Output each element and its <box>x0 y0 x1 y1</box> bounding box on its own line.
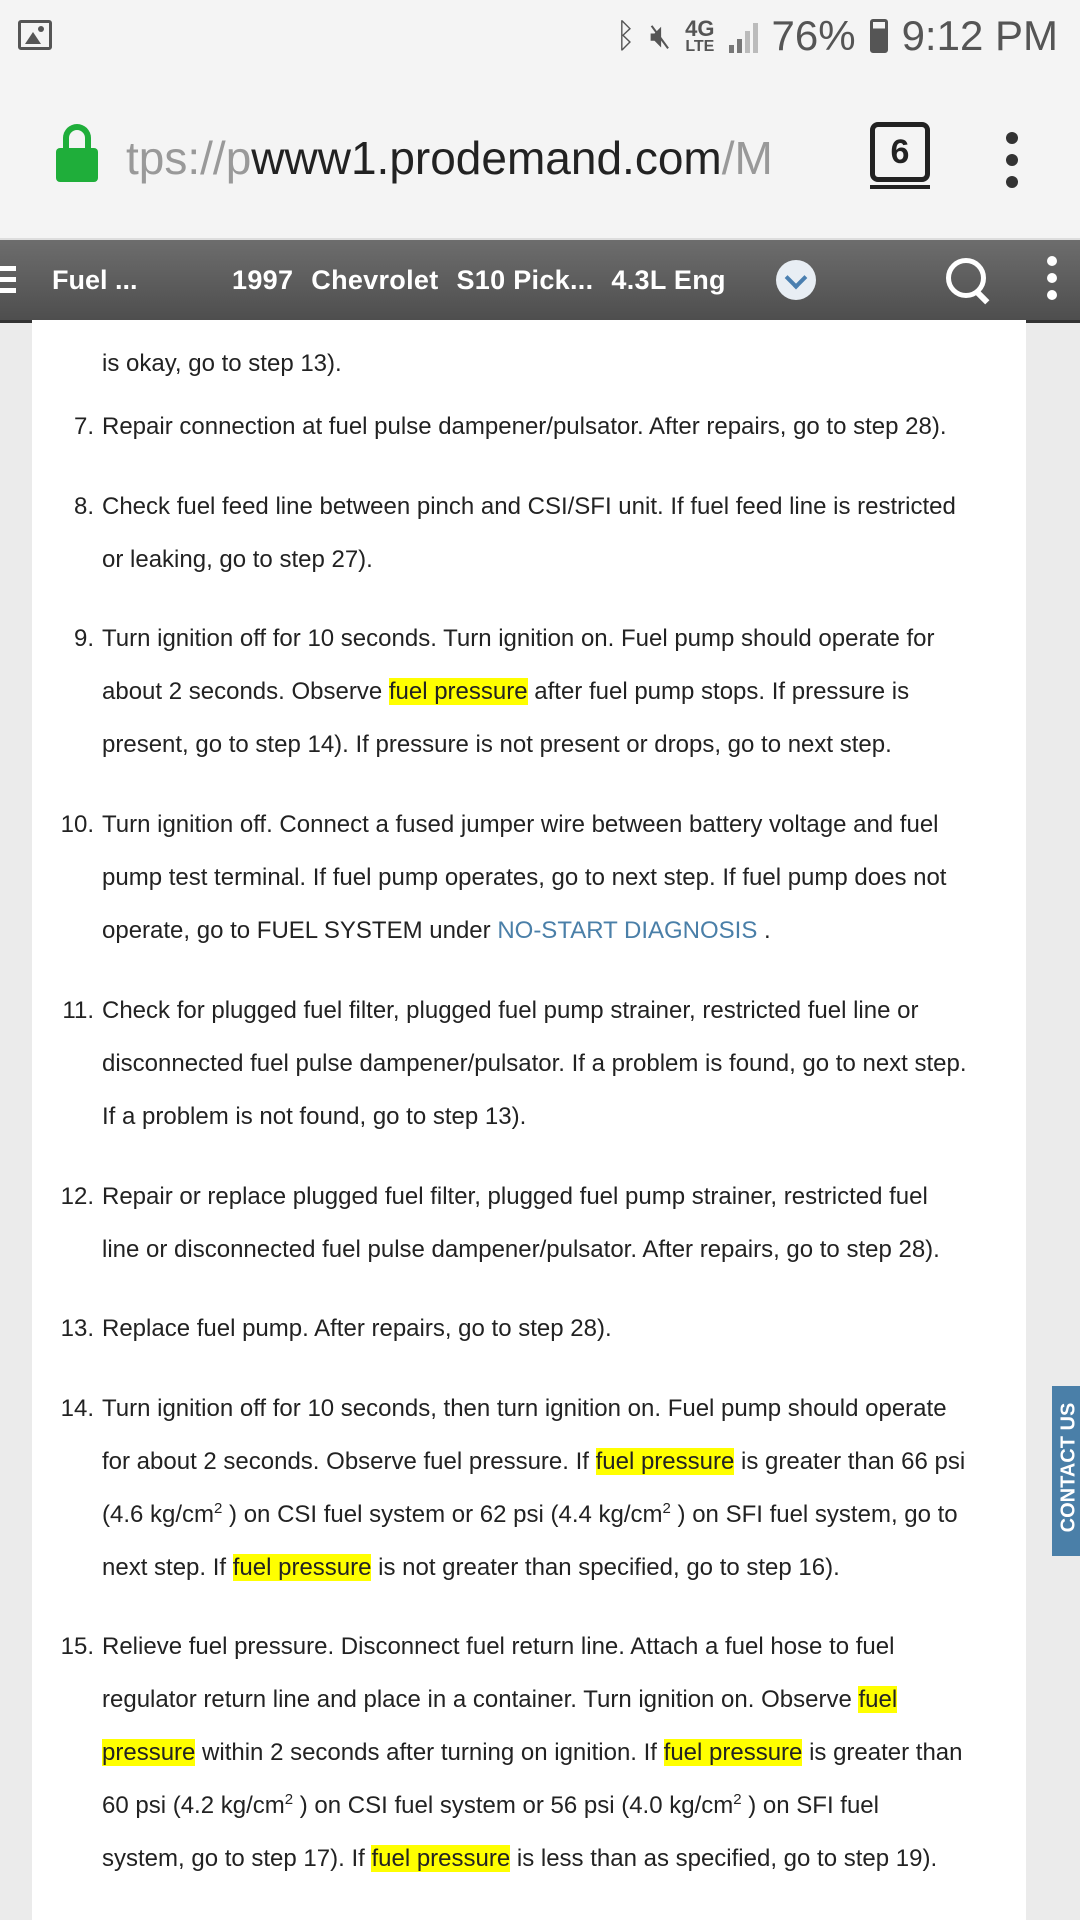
browser-url-bar <box>0 72 1080 240</box>
search-icon[interactable] <box>946 258 990 302</box>
battery-percent: 76% <box>771 12 856 59</box>
url-field[interactable]: tps://pwww1.prodemand.com/M <box>126 132 773 184</box>
vehicle-model: S10 Pick... <box>456 265 594 295</box>
bluetooth-icon: ᛒ <box>615 17 636 55</box>
vehicle-selector[interactable] <box>232 240 744 320</box>
clock: 9:12 PM <box>901 12 1058 59</box>
network-type: 4G LTE <box>685 16 715 55</box>
browser-menu-icon[interactable] <box>1006 132 1020 192</box>
tab-switcher-button[interactable]: 6 <box>870 122 930 182</box>
section-selector[interactable]: Fuel ... <box>52 265 138 295</box>
battery-icon <box>870 19 888 53</box>
gallery-icon <box>18 20 52 50</box>
app-toolbar <box>0 240 1080 323</box>
partial-line: is okay, go to step 13). <box>102 350 342 377</box>
status-bar <box>0 0 1080 72</box>
contact-us-tab[interactable]: CONTACT US <box>1052 1386 1080 1556</box>
article-content: is okay, go to step 13). 7. Repair connection at fuel pulse dampener/pulsator. After repairs, go to step 28). 8. Check fuel feed line between pinch and CSI/SFI unit. If fuel feed line is restricted or leaking, go to step 27). 9. Turn ignition off for 10 seconds. Turn ignition on. Fuel pump should operate for about 2 seconds. Observe fuel pressure after fuel pump stops. If pressure is present, go to step 14). If pressure is not present or drops, go to next step. 10. Turn ignition off. Connect a fused jumper wire between battery voltage and fuel pump test terminal. If fuel pump operates, go to next step. If fuel pump does not operate, go to FUEL SYSTEM under NO-START DIAGNOSIS . 11. Check for plugged fuel filter, plugged fuel pump strainer, restricted fuel line or disconnected fuel pulse dampener/pulsator. If a problem is found, go to next step. If a problem is not found, go to step 13). 12. Repair or replace plugged fuel filter, plugged fuel pump strainer, restricted fuel line or disconnected fuel pulse dampener/pulsator. After repairs, go to step 28). 13. Replace fuel pump. After repairs, go to step 28). 14. Turn ignition off for 10 seconds, then turn ignition on. Fuel pump should operate for about 2 seconds. Observe fuel pressure. If fuel pressure is greater than 66 psi (4.6 $kg/cm^2$ ) on CSI fuel system or 62 psi (4.4 $kg/cm^2$ ) on SFI fuel system, go to next step. If fuel pressure is not greater than specified, go to step 16). 15. Relieve fuel pressure. Disconnect fuel return line. Attach a fuel hose to fuel regulator return line and place in a container. Turn ignition on. Observe fuel pressure within 2 seconds after turning on ignition. If fuel pressure is greater than 60 psi (4.2 $kg/cm^2$ ) on CSI fuel system or 56 psi (4.0 $kg/cm^2$ ) on SFI fuel system, go to step 17). If fuel pressure is less than as specified, go to step 19). <box>32 320 1026 1920</box>
vehicle-year: 1997 <box>232 265 294 295</box>
hamburger-menu-icon[interactable] <box>0 266 16 296</box>
vehicle-make: Chevrolet <box>311 265 439 295</box>
search-highlight: fuel pressure <box>388 678 528 705</box>
signal-icon <box>729 19 758 53</box>
lock-icon <box>56 124 98 182</box>
more-options-icon[interactable] <box>1047 256 1057 306</box>
chevron-down-icon[interactable] <box>776 260 816 300</box>
mute-icon: 🔇︎ <box>649 17 672 55</box>
vehicle-engine: 4.3L Eng <box>611 265 726 295</box>
no-start-diagnosis-link[interactable]: NO-START DIAGNOSIS <box>497 917 758 944</box>
